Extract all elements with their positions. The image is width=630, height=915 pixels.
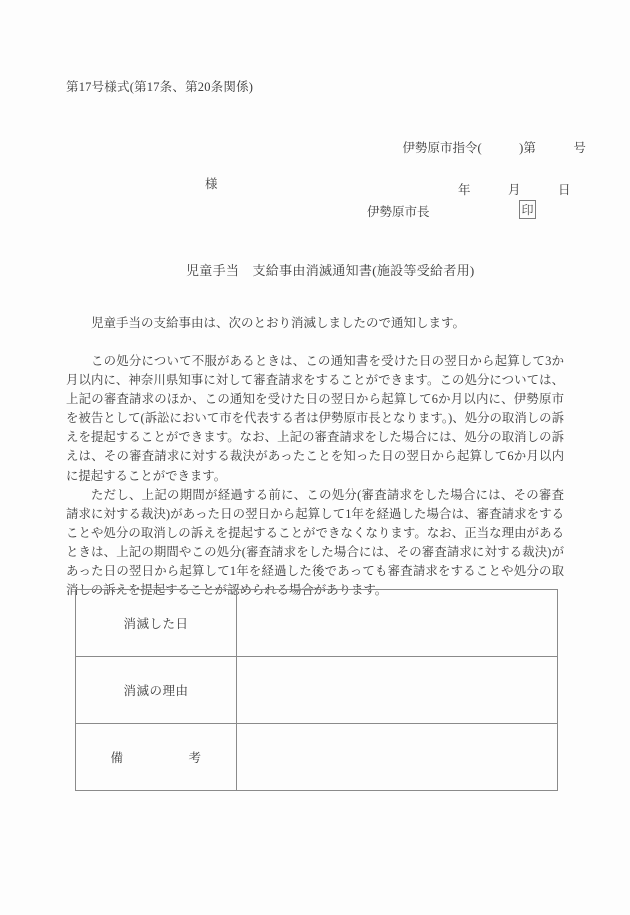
document-number: 伊勢原市指令( )第 号 xyxy=(402,141,586,155)
table-row xyxy=(76,724,558,791)
table-row-label: 備 考 xyxy=(76,724,237,791)
table-row xyxy=(76,657,558,724)
lead-statement: 児童手当の支給事由は、次のとおり消滅しましたので通知します。 xyxy=(91,316,466,330)
table-row-label: 消滅の理由 xyxy=(76,657,237,724)
seal-stamp-icon: 印 xyxy=(519,200,536,219)
table-row-value[interactable] xyxy=(237,724,558,791)
appeal-notice-body xyxy=(66,352,564,600)
table-row-value[interactable] xyxy=(237,590,558,657)
document-title: 児童手当 支給事由消滅通知書(施設等受給者用) xyxy=(186,263,475,278)
table-row-value[interactable] xyxy=(237,657,558,724)
appeal-paragraph-2: ただし、上記の期間が経過する前に、この処分(審査請求をした場合には、その審査請求に対する裁決)があった日の翌日から起算して1年を経過した場合は、審査請求をすることや処分の取消しの訴えを提起することができなくなります。なお、正当な理由があるときは、上記の期間やこの処分(審査請求をした場合には、その審査請求に対する裁決)があった日の翌日から起算して1年を経過した後であっても審査請求をすることや処分の取消しの訴えを提起することが認められる場合があります。 xyxy=(66,487,564,598)
issuer-name: 伊勢原市長 xyxy=(367,205,430,219)
appeal-paragraph-1: この処分について不服があるときは、この通知書を受けた日の翌日から起算して3か月以内に、神奈川県知事に対して審査請求をすることができます。この処分については、上記の審査請求のほか、この通知を受けた日の翌日から起算して6か月以内に、伊勢原市を被告として(訴訟において市を代表する者は伊勢原市長となります。)、処分の取消しの訴えを提起することができます。なお、上記の審査請求をした場合には、処分の取消しの訴えは、その審査請求に対する裁決があったことを知った日の翌日から起算して6か月以内に提起することができます。 xyxy=(66,354,564,483)
addressee-honorific: 様 xyxy=(205,177,218,191)
form-number: 第17号様式(第17条、第20条関係) xyxy=(66,80,254,94)
table-row-label: 消滅した日 xyxy=(76,590,237,657)
entry-table xyxy=(75,589,558,791)
table-row xyxy=(76,590,558,657)
document-date-line: 年 月 日 xyxy=(458,183,571,197)
document-number-block xyxy=(390,117,586,243)
